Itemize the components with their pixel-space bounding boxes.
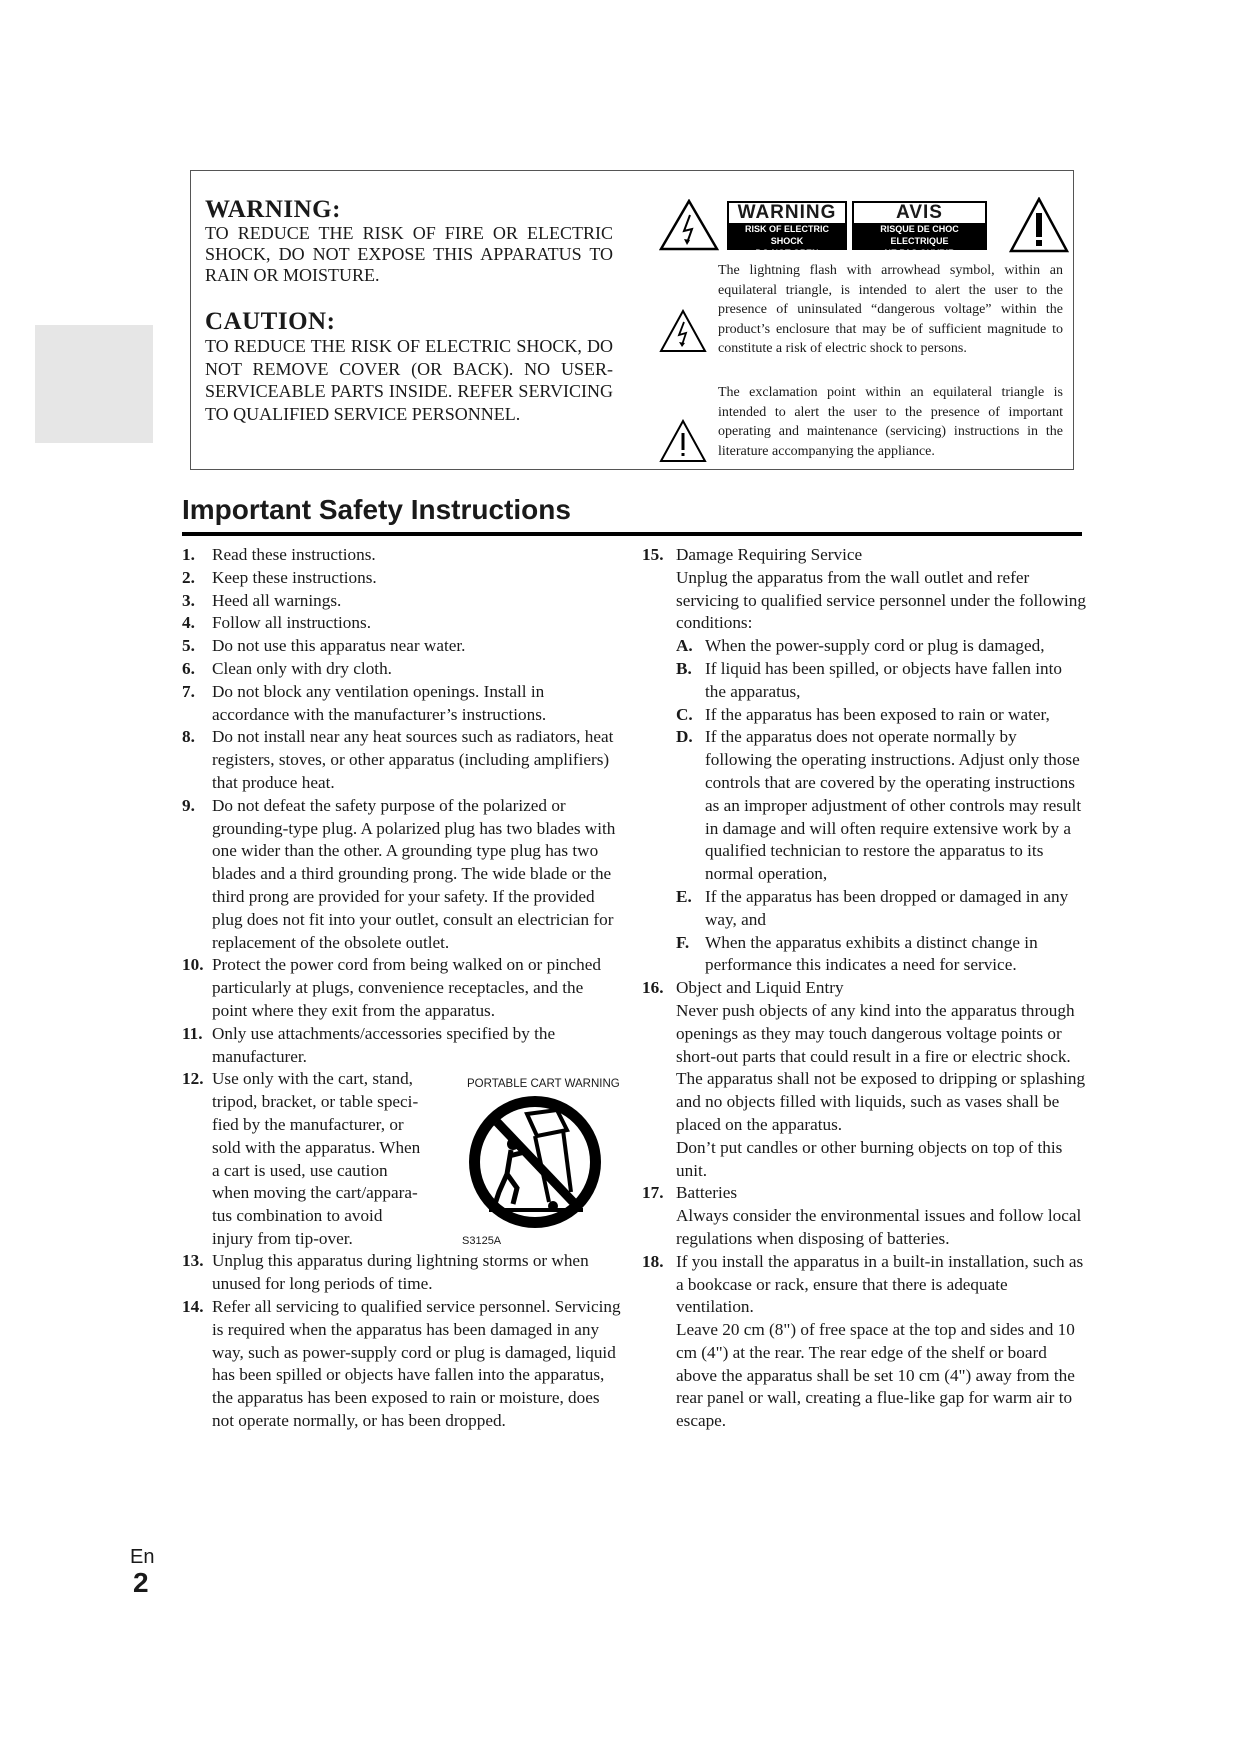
item-number: 11. bbox=[182, 1023, 203, 1043]
item-text: Do not use this apparatus near water. bbox=[212, 636, 466, 656]
instruction-item-18 bbox=[642, 1251, 1086, 1433]
instruction-item bbox=[182, 658, 622, 681]
item-number: 10. bbox=[182, 955, 204, 975]
item-number: 5. bbox=[182, 636, 195, 656]
item-text: Do not defeat the safety purpose of the polarized or grounding-type plug. A polarized plug has two blades with one wider than the other. A grounding type plug has two blades and a third grounding prong. The wide blade or the third prong are provided for your safety. If the provided plug does not fit into your outlet, consult an electrician for replacement of the obsolete outlet. bbox=[212, 795, 616, 952]
condition-text: If the apparatus has been exposed to rain or water, bbox=[705, 704, 1050, 724]
condition-item bbox=[676, 886, 1086, 932]
condition-text: If the apparatus has been dropped or damaged in any way, and bbox=[705, 886, 1069, 929]
item-number: 8. bbox=[182, 727, 195, 747]
item-18-paragraph: Leave 20 cm (8") of free space at the top and sides and 10 cm (4") at the rear. The rear edge of the shelf or board above the apparatus shall be set 10 cm (4") away from the rear panel or wall, creating a flue-like gap for warm air to escape. bbox=[676, 1320, 1075, 1431]
exclamation-triangle-icon bbox=[1009, 197, 1069, 253]
avis-label-line1: RISQUE DE CHOC ELECTRIQUE bbox=[880, 224, 959, 246]
item-12-line: a cart is used, use caution bbox=[212, 1160, 388, 1180]
instruction-item bbox=[182, 1296, 622, 1433]
item-number: 7. bbox=[182, 681, 195, 701]
warning-heading: WARNING: bbox=[205, 196, 341, 223]
cart-figure-code: S3125A bbox=[462, 1235, 502, 1247]
instruction-item bbox=[182, 726, 622, 794]
condition-item bbox=[676, 932, 1086, 978]
page-number: 2 bbox=[133, 1567, 149, 1598]
item-number: 6. bbox=[182, 658, 195, 678]
cart-warning-caption: PORTABLE CART WARNING bbox=[467, 1078, 620, 1090]
item-text: Follow all instructions. bbox=[212, 613, 371, 633]
exclamation-description: The exclamation point within an equilateral triangle is intended to alert the user to the presence of important operating and maintenance (servicing) instructions in the literature accompanying the appliance. bbox=[718, 385, 1063, 459]
condition-letter: A. bbox=[676, 636, 693, 656]
instruction-item bbox=[182, 635, 622, 658]
instruction-item-16 bbox=[642, 977, 1086, 1182]
item-text: Only use attachments/accessories specified by the manufacturer. bbox=[212, 1023, 556, 1066]
instruction-item bbox=[182, 567, 622, 590]
instruction-item bbox=[182, 1250, 622, 1296]
item-text: Protect the power cord from being walked on or pinched particularly at plugs, convenience receptacles, and the point where they exit from the apparatus. bbox=[212, 955, 601, 1020]
item-number: 4. bbox=[182, 613, 195, 633]
item-12-line: Use only with the cart, stand, bbox=[212, 1069, 413, 1089]
warning-box bbox=[190, 170, 1074, 470]
condition-letter: F. bbox=[676, 932, 690, 952]
caution-heading: CAUTION: bbox=[205, 308, 336, 335]
condition-item bbox=[676, 658, 1086, 704]
condition-text: If liquid has been spilled, or objects have fallen into the apparatus, bbox=[705, 658, 1063, 701]
item-number: 14. bbox=[182, 1296, 204, 1316]
instruction-item bbox=[182, 590, 622, 613]
item-12-line: injury from tip-over. bbox=[212, 1228, 353, 1248]
item-12-line: fied by the manufacturer, or bbox=[212, 1114, 404, 1134]
section-title: Important Safety Instructions bbox=[182, 494, 571, 525]
item-number: 16. bbox=[642, 978, 664, 998]
instruction-item-15 bbox=[642, 544, 1086, 977]
lightning-triangle-icon bbox=[659, 199, 719, 251]
condition-letter: C. bbox=[676, 704, 693, 724]
item-number: 1. bbox=[182, 545, 195, 564]
warning-label-title: WARNING bbox=[737, 202, 837, 223]
item-text: Clean only with dry cloth. bbox=[212, 658, 392, 678]
item-number: 18. bbox=[642, 1251, 664, 1271]
item-17-title: Batteries bbox=[676, 1183, 738, 1203]
item-16-title: Object and Liquid Entry bbox=[676, 978, 844, 998]
item-12-line: tripod, bracket, or table speci- bbox=[212, 1092, 419, 1112]
instruction-item bbox=[182, 795, 622, 955]
item-number: 15. bbox=[642, 545, 664, 564]
warning-label-band bbox=[729, 223, 845, 258]
instruction-item bbox=[182, 954, 622, 1022]
condition-letter: B. bbox=[676, 658, 692, 678]
lightning-description: The lightning flash with arrowhead symbol, within an equilateral triangle, is intended to alert the user to the presence of uninsulated “dangerous voltage” within the product’s enclosure that may be of sufficient magnitude to constitute a risk of electric shock to persons. bbox=[718, 263, 1063, 356]
item-16-paragraph: Never push objects of any kind into the apparatus through openings as they may touch dangerous voltage points or short-out parts that could result in a fire or electric shock. bbox=[676, 1000, 1075, 1066]
item-text: Refer all servicing to qualified service personnel. Servicing is required when the apparatus has been damaged in any way, such as power-supply cord or plug is damaged, liquid has been spilled or objects have fallen into the apparatus, the apparatus has been exposed to rain or moisture, does not operate normally, or has been dropped. bbox=[212, 1296, 621, 1430]
item-number: 13. bbox=[182, 1251, 204, 1271]
caution-text: TO REDUCE THE RISK OF ELECTRIC SHOCK, DO NOT REMOVE COVER (OR BACK). NO USER-SERVICEABLE PARTS INSIDE. REFER SERVICING TO QUALIFIED SERVICE PERSONNEL. bbox=[205, 336, 613, 424]
item-number: 3. bbox=[182, 590, 195, 610]
item-17-paragraph: Always consider the environmental issues and follow local regulations when disposing of batteries. bbox=[676, 1206, 1082, 1248]
condition-text: When the power-supply cord or plug is damaged, bbox=[705, 636, 1045, 656]
item-number: 9. bbox=[182, 795, 195, 815]
avis-label-title: AVIS bbox=[896, 202, 943, 223]
item-number: 2. bbox=[182, 567, 195, 587]
condition-item bbox=[676, 635, 1086, 658]
warning-text-block bbox=[205, 197, 613, 425]
instruction-item bbox=[182, 1023, 622, 1069]
instruction-item bbox=[182, 612, 622, 635]
instruction-item bbox=[182, 681, 622, 727]
symbols-block bbox=[659, 197, 1064, 467]
instructions-right-column bbox=[642, 544, 1086, 1433]
item-15-title: Damage Requiring Service bbox=[676, 545, 863, 564]
item-text: Keep these instructions. bbox=[212, 567, 377, 587]
avis-label-band bbox=[854, 223, 985, 258]
avis-label-line2: NE PAS OUVRIR bbox=[884, 248, 955, 258]
condition-letter: E. bbox=[676, 886, 692, 906]
item-text: Heed all warnings. bbox=[212, 590, 342, 610]
item-12-line: tus combination to avoid bbox=[212, 1206, 383, 1226]
condition-text: If the apparatus does not operate normally by following the operating instructions. Adjust only those controls that are covered by the operating instructions as an improper adjustment of other controls may result in damage and will often require extensive work by a qualified technician to restore the apparatus to its normal operation, bbox=[705, 727, 1082, 884]
warning-label bbox=[727, 201, 847, 258]
warning-text: TO REDUCE THE RISK OF FIRE OR ELECTRIC SHOCK, DO NOT EXPOSE THIS APPARATUS TO RAIN OR MOISTURE. bbox=[205, 223, 613, 285]
item-15-intro: Unplug the apparatus from the wall outlet and refer servicing to qualified service personnel under the following conditions: bbox=[676, 567, 1086, 633]
item-12-line: when moving the cart/appara- bbox=[212, 1183, 418, 1203]
item-text: Do not install near any heat sources such as radiators, heat registers, stoves, or other apparatus (including amplifiers) that produce heat. bbox=[212, 727, 614, 792]
item-16-paragraph: The apparatus shall not be exposed to dripping or splashing and no objects filled with liquids, such as vases shall be placed on the apparatus. bbox=[676, 1069, 1086, 1134]
instruction-item-17 bbox=[642, 1182, 1086, 1250]
item-number: 17. bbox=[642, 1183, 664, 1203]
instruction-item bbox=[182, 544, 622, 567]
warning-label-line2: DO NOT OPEN bbox=[755, 248, 819, 258]
item-18-paragraph: If you install the apparatus in a built-in installation, such as a bookcase or rack, ensure that there is adequate ventilation. bbox=[676, 1251, 1084, 1317]
condition-letter: D. bbox=[676, 727, 693, 747]
item-text: Unplug this apparatus during lightning storms or when unused for long periods of time. bbox=[212, 1251, 589, 1294]
item-16-paragraph: Don’t put candles or other burning objects on top of this unit. bbox=[676, 1137, 1063, 1180]
title-rule bbox=[182, 532, 1082, 536]
exclamation-symbol-icon bbox=[659, 419, 707, 463]
condition-text: When the apparatus exhibits a distinct change in performance this indicates a need for service. bbox=[705, 932, 1038, 975]
page-language: En bbox=[130, 1546, 155, 1568]
lightning-symbol-icon bbox=[659, 309, 707, 353]
item-number: 12. bbox=[182, 1069, 204, 1089]
item-text: Read these instructions. bbox=[212, 545, 376, 564]
condition-item bbox=[676, 704, 1086, 727]
avis-label bbox=[852, 201, 987, 258]
side-tab-marker bbox=[35, 325, 153, 443]
item-12-line: sold with the apparatus. When bbox=[212, 1137, 421, 1157]
item-text: Do not block any ventilation openings. Install in accordance with the manufacturer’s instructions. bbox=[212, 681, 547, 724]
condition-item bbox=[676, 726, 1086, 886]
warning-label-line1: RISK OF ELECTRIC SHOCK bbox=[744, 224, 829, 246]
portable-cart-warning-icon bbox=[465, 1092, 605, 1232]
instructions-left-column bbox=[182, 544, 622, 1433]
